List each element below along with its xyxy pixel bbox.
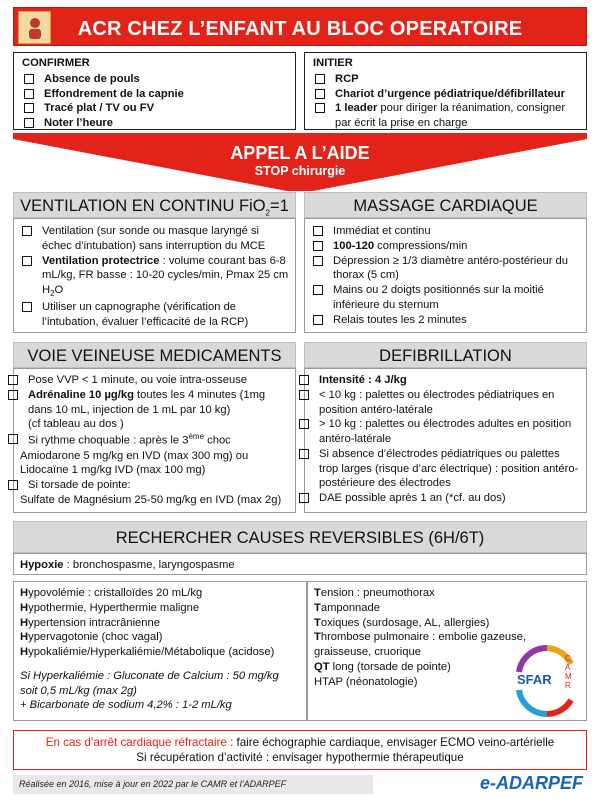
voie-panel bbox=[13, 368, 296, 513]
list-item: > 10 kg : palettes ou électrodes adultes en position antéro-latérale bbox=[297, 417, 580, 447]
page-title: ACR CHEZ L’ENFANT AU BLOC OPERATOIRE bbox=[77, 18, 523, 40]
list-item: HTAP (néonatologie) bbox=[314, 675, 418, 688]
list-item: Ventilation (sur sonde ou masque laryngé si échec d’intubation) sans interruption du MCE bbox=[20, 224, 289, 254]
eadarpef-logo: e-ADARPEF bbox=[480, 773, 584, 793]
list-item: Hypervagotonie (choc vagal) bbox=[20, 631, 163, 644]
list-item: Toxiques (surdosage, AL, allergies) bbox=[314, 616, 490, 629]
list-item: Utiliser un capnographe (vérification de l’intubation, évaluer l’efficacité de la RCP) bbox=[20, 300, 289, 330]
massage-panel bbox=[304, 218, 587, 333]
hypoxie-row: Hypoxie : bronchospasme, laryngospasme bbox=[13, 553, 587, 575]
list-item: DAE possible après 1 an (*cf. au dos) bbox=[297, 491, 580, 506]
t-causes-panel bbox=[307, 581, 587, 721]
defib-header: DEFIBRILLATION bbox=[304, 342, 587, 368]
list-item: Hypothermie, Hyperthermie maligne bbox=[20, 601, 200, 614]
footer-note: Réalisée en 2016, mise à jour en 2022 par le CAMR et l’ADARPEF bbox=[13, 775, 373, 794]
voie-header: VOIE VEINEUSE MEDICAMENTS bbox=[13, 342, 296, 368]
initier-title: INITIER bbox=[313, 57, 353, 69]
amiodarone-text: Amiodarone 5 mg/kg en IVD (max 300 mg) ou bbox=[20, 449, 249, 462]
lidocaine-text: Lidocaïne 1 mg/kg IVD (max 100 mg) bbox=[20, 464, 206, 477]
list-item: Si torsade de pointe: bbox=[6, 478, 289, 493]
stop-surgery-text: STOP chirurgie bbox=[254, 164, 346, 178]
call-for-help-text: APPEL A L’AIDE bbox=[230, 143, 370, 163]
massage-header: MASSAGE CARDIAQUE bbox=[304, 192, 587, 218]
list-item: Si absence d’électrodes pédiatriques ou palettes trop larges (risque d’arc électrique) : position antéro-postérieure des électrodes bbox=[297, 447, 580, 491]
list-item: Relais toutes les 2 minutes bbox=[311, 313, 580, 328]
alert-line-2: Si récupération d’activité : envisager hypothermie thérapeutique bbox=[136, 751, 464, 765]
list-item: Pose VVP < 1 minute, ou voie intra-osseuse bbox=[6, 373, 289, 388]
list-item: Dépression ≥ 1/3 diamètre antéro-postérieur du thorax (5 cm) bbox=[311, 254, 580, 284]
refractory-alert bbox=[13, 730, 587, 770]
list-item: Mains ou 2 doigts positionnés sur la moitié inférieure du sternum bbox=[311, 283, 580, 313]
list-item: Immédiat et continu bbox=[311, 224, 580, 239]
list-item: Si rythme choquable : après le 3ème choc bbox=[6, 432, 289, 449]
camr-logo-text: CAMR bbox=[565, 654, 572, 690]
list-item: Effondrement de la capnie bbox=[22, 87, 287, 102]
ventilation-header: VENTILATION EN CONTINU FiO$_2$=1 bbox=[13, 192, 296, 218]
sfar-logo bbox=[513, 642, 579, 718]
list-item: Hypokaliémie/Hyperkaliémie/Métabolique (acidose) bbox=[20, 646, 275, 659]
list-item: 100-120 compressions/min bbox=[311, 239, 580, 254]
defib-panel bbox=[304, 368, 587, 513]
confirmer-title: CONFIRMER bbox=[22, 57, 90, 69]
list-item: Thrombose pulmonaire : embolie gazeuse, graisseuse, cruorique bbox=[314, 631, 527, 659]
list-item: Tension : pneumothorax bbox=[314, 587, 435, 599]
title-banner bbox=[13, 7, 587, 46]
list-item: Hypertension intracrânienne bbox=[20, 616, 160, 629]
magnesium-text: Sulfate de Magnésium 25-50 mg/kg en IVD (max 2g) bbox=[20, 493, 282, 506]
list-item: Adrénaline 10 µg/kg toutes les 4 minutes (1mg dans 10 mL, injection de 1 mL par 10 kg) (cf tableau au dos ) bbox=[6, 388, 289, 432]
h-causes-panel bbox=[13, 581, 307, 721]
list-item: Chariot d’urgence pédiatrique/défibrillateur bbox=[313, 87, 578, 102]
list-item: Hypovolémie : cristalloïdes 20 mL/kg bbox=[20, 587, 203, 599]
list-item: Absence de pouls bbox=[22, 72, 287, 87]
sfar-logo-text: SFAR bbox=[517, 672, 552, 687]
confirmer-list bbox=[22, 72, 287, 131]
list-item: Ventilation protectrice : volume courant bas 6-8 mL/kg, FR basse : 10-20 cycles/min, Pmax 25 cm $H_2O$ bbox=[20, 254, 289, 300]
initier-list bbox=[313, 72, 578, 131]
list-item: QT long (torsade de pointe) bbox=[314, 660, 451, 673]
list-item: Noter l’heure bbox=[22, 116, 287, 131]
list-item: RCP bbox=[313, 72, 578, 87]
initier-box bbox=[304, 52, 587, 130]
alert-line-1: En cas d’arrêt cardiaque réfractaire : faire échographie cardiaque, envisager ECMO veino-artérielle bbox=[45, 736, 555, 749]
list-item: < 10 kg : palettes ou électrodes pédiatriques en position antéro-latérale bbox=[297, 388, 580, 418]
list-item: Tamponnade bbox=[314, 601, 380, 614]
ventilation-panel bbox=[13, 218, 296, 333]
list-item: Tracé plat / TV ou FV bbox=[22, 101, 287, 116]
list-item: 1 leader pour diriger la réanimation, consigner par écrit la prise en charge bbox=[313, 101, 578, 131]
causes-header: RECHERCHER CAUSES REVERSIBLES (6H/6T) bbox=[13, 521, 587, 553]
list-item: Intensité : 4 J/kg bbox=[297, 373, 580, 388]
hyperkaliemie-note: Si Hyperkaliémie : Gluconate de Calcium : 50 mg/kg soit 0,5 mL/kg (max 2g) + Bicarbonate de sodium 4,2% : 1-2 mL/kg bbox=[20, 669, 279, 712]
confirmer-box bbox=[13, 52, 296, 130]
